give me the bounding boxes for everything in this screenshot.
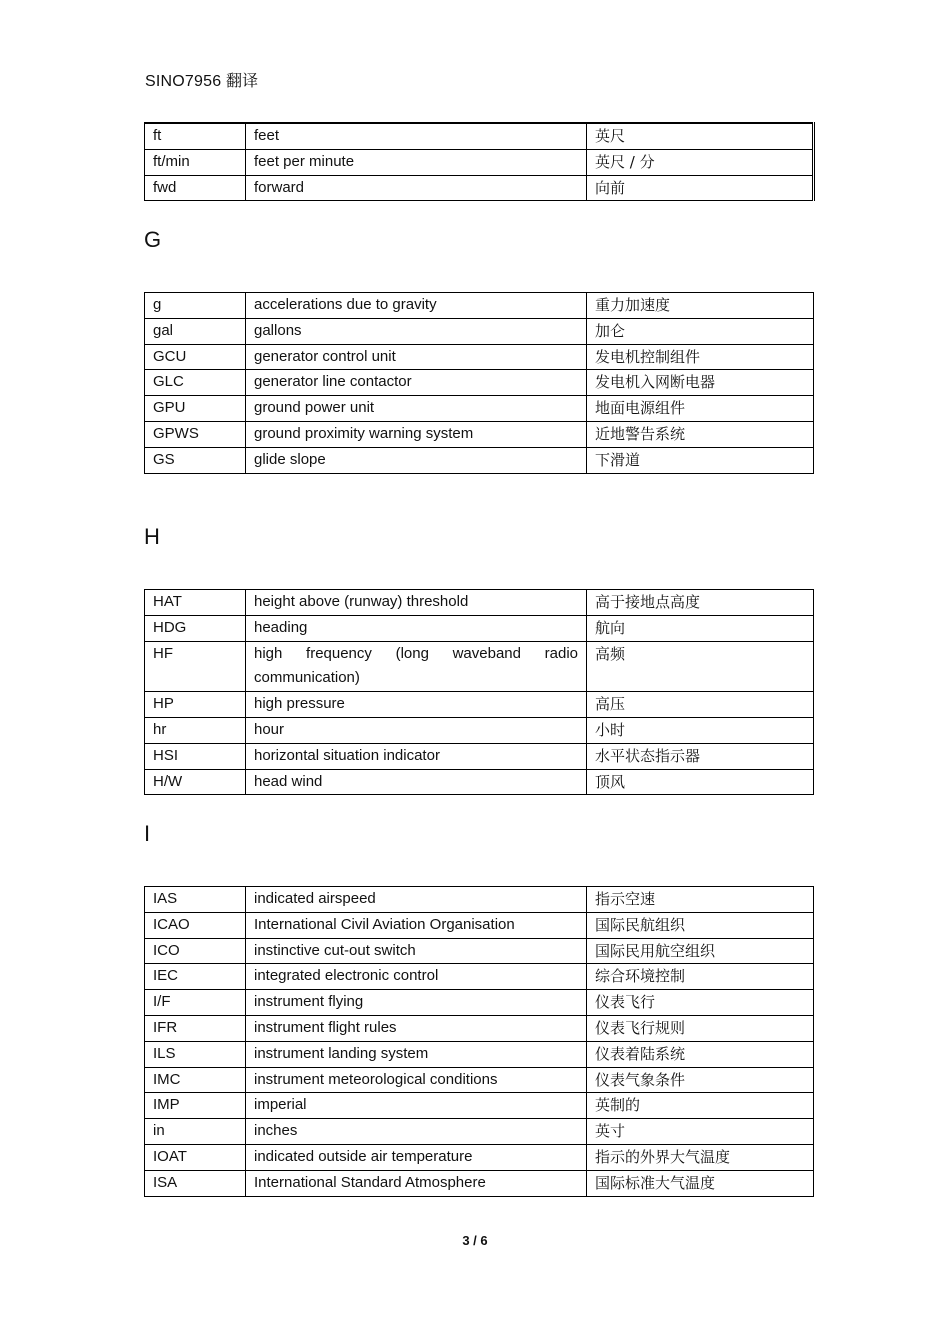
translation-cell: 重力加速度 <box>587 293 814 319</box>
translation-cell: 国际标准大气温度 <box>587 1170 814 1196</box>
translation-cell: 下滑道 <box>587 447 814 473</box>
term-cell: high frequency (long waveband radio communication) <box>246 641 587 692</box>
translation-cell: 仪表飞行规则 <box>587 1015 814 1041</box>
abbr-cell: HP <box>145 692 246 718</box>
table-row <box>145 964 814 990</box>
abbr-cell: ft/min <box>145 149 246 175</box>
abbr-cell: H/W <box>145 769 246 795</box>
term-cell: feet <box>246 123 587 149</box>
term-cell: hour <box>246 717 587 743</box>
translation-cell: 发电机控制组件 <box>587 344 814 370</box>
term-cell: International Standard Atmosphere <box>246 1170 587 1196</box>
table-row <box>145 149 814 175</box>
table-row <box>145 743 814 769</box>
term-cell: heading <box>246 615 587 641</box>
table-row <box>145 590 814 616</box>
term-cell: International Civil Aviation Organisation <box>246 912 587 938</box>
abbr-cell: g <box>145 293 246 319</box>
table-row <box>145 344 814 370</box>
translation-cell: 顶风 <box>587 769 814 795</box>
abbr-cell: IMC <box>145 1067 246 1093</box>
translation-cell: 国际民航组织 <box>587 912 814 938</box>
table-row <box>145 421 814 447</box>
translation-cell: 向前 <box>587 175 814 201</box>
abbr-cell: in <box>145 1119 246 1145</box>
glossary-table-i <box>144 886 814 1197</box>
abbr-cell: GPWS <box>145 421 246 447</box>
page-header: SINO7956 翻译 <box>145 73 259 90</box>
abbr-cell: IFR <box>145 1015 246 1041</box>
translation-cell: 水平状态指示器 <box>587 743 814 769</box>
abbr-cell: IOAT <box>145 1144 246 1170</box>
translation-cell: 地面电源组件 <box>587 396 814 422</box>
abbr-cell: fwd <box>145 175 246 201</box>
abbr-cell: GPU <box>145 396 246 422</box>
term-cell: horizontal situation indicator <box>246 743 587 769</box>
abbr-cell: HDG <box>145 615 246 641</box>
translation-cell: 综合环境控制 <box>587 964 814 990</box>
translation-cell: 加仑 <box>587 318 814 344</box>
section-heading-i: I <box>144 821 151 846</box>
table-row <box>145 396 814 422</box>
table-row <box>145 990 814 1016</box>
table-row <box>145 641 814 692</box>
term-cell: accelerations due to gravity <box>246 293 587 319</box>
abbr-cell: ICAO <box>145 912 246 938</box>
term-cell: instinctive cut-out switch <box>246 938 587 964</box>
translation-cell: 发电机入网断电器 <box>587 370 814 396</box>
translation-cell: 仪表气象条件 <box>587 1067 814 1093</box>
translation-cell: 仪表着陆系统 <box>587 1041 814 1067</box>
abbr-cell: I/F <box>145 990 246 1016</box>
abbr-cell: IEC <box>145 964 246 990</box>
translation-cell: 高频 <box>587 641 814 692</box>
translation-cell: 高于接地点高度 <box>587 590 814 616</box>
term-cell: generator line contactor <box>246 370 587 396</box>
translation-cell: 小时 <box>587 717 814 743</box>
glossary-table-f <box>144 122 815 201</box>
abbr-cell: ILS <box>145 1041 246 1067</box>
abbr-cell: GCU <box>145 344 246 370</box>
term-cell: high pressure <box>246 692 587 718</box>
table-row <box>145 1170 814 1196</box>
translation-cell: 仪表飞行 <box>587 990 814 1016</box>
section-heading-h: H <box>144 524 160 549</box>
abbr-cell: hr <box>145 717 246 743</box>
abbr-cell: ft <box>145 123 246 149</box>
table-row <box>145 1041 814 1067</box>
abbr-cell: GLC <box>145 370 246 396</box>
term-cell: indicated outside air temperature <box>246 1144 587 1170</box>
term-cell: ground power unit <box>246 396 587 422</box>
abbr-cell: HSI <box>145 743 246 769</box>
glossary-table-h <box>144 589 814 795</box>
abbr-cell: GS <box>145 447 246 473</box>
table-row <box>145 447 814 473</box>
abbr-cell: IAS <box>145 887 246 913</box>
translation-cell: 国际民用航空组织 <box>587 938 814 964</box>
table-row <box>145 370 814 396</box>
abbr-cell: gal <box>145 318 246 344</box>
term-cell: inches <box>246 1119 587 1145</box>
abbr-cell: HAT <box>145 590 246 616</box>
translation-cell: 英寸 <box>587 1119 814 1145</box>
term-cell: integrated electronic control <box>246 964 587 990</box>
term-cell: forward <box>246 175 587 201</box>
translation-cell: 指示空速 <box>587 887 814 913</box>
glossary-table-g <box>144 292 814 474</box>
term-cell: imperial <box>246 1093 587 1119</box>
translation-cell: 英尺 / 分 <box>587 149 814 175</box>
table-row <box>145 1119 814 1145</box>
page-number: 3 / 6 <box>462 1233 488 1248</box>
table-row <box>145 175 814 201</box>
table-row <box>145 912 814 938</box>
table-row <box>145 938 814 964</box>
abbr-cell: IMP <box>145 1093 246 1119</box>
term-cell: head wind <box>246 769 587 795</box>
table-row <box>145 1093 814 1119</box>
abbr-cell: ISA <box>145 1170 246 1196</box>
table-row <box>145 615 814 641</box>
table-row <box>145 1144 814 1170</box>
term-cell: generator control unit <box>246 344 587 370</box>
term-cell: feet per minute <box>246 149 587 175</box>
table-row <box>145 717 814 743</box>
translation-cell: 英制的 <box>587 1093 814 1119</box>
term-cell: instrument flight rules <box>246 1015 587 1041</box>
table-row <box>145 123 814 149</box>
translation-cell: 高压 <box>587 692 814 718</box>
term-cell: height above (runway) threshold <box>246 590 587 616</box>
translation-cell: 英尺 <box>587 123 814 149</box>
table-row <box>145 1015 814 1041</box>
table-row <box>145 887 814 913</box>
translation-cell: 指示的外界大气温度 <box>587 1144 814 1170</box>
abbr-cell: HF <box>145 641 246 692</box>
translation-cell: 航向 <box>587 615 814 641</box>
table-row <box>145 769 814 795</box>
term-cell: glide slope <box>246 447 587 473</box>
table-row <box>145 318 814 344</box>
translation-cell: 近地警告系统 <box>587 421 814 447</box>
term-cell: indicated airspeed <box>246 887 587 913</box>
table-row <box>145 1067 814 1093</box>
term-cell: instrument flying <box>246 990 587 1016</box>
term-cell: gallons <box>246 318 587 344</box>
term-cell: ground proximity warning system <box>246 421 587 447</box>
term-cell: instrument meteorological conditions <box>246 1067 587 1093</box>
table-row <box>145 293 814 319</box>
section-heading-g: G <box>144 227 162 252</box>
abbr-cell: ICO <box>145 938 246 964</box>
table-row <box>145 692 814 718</box>
term-cell: instrument landing system <box>246 1041 587 1067</box>
